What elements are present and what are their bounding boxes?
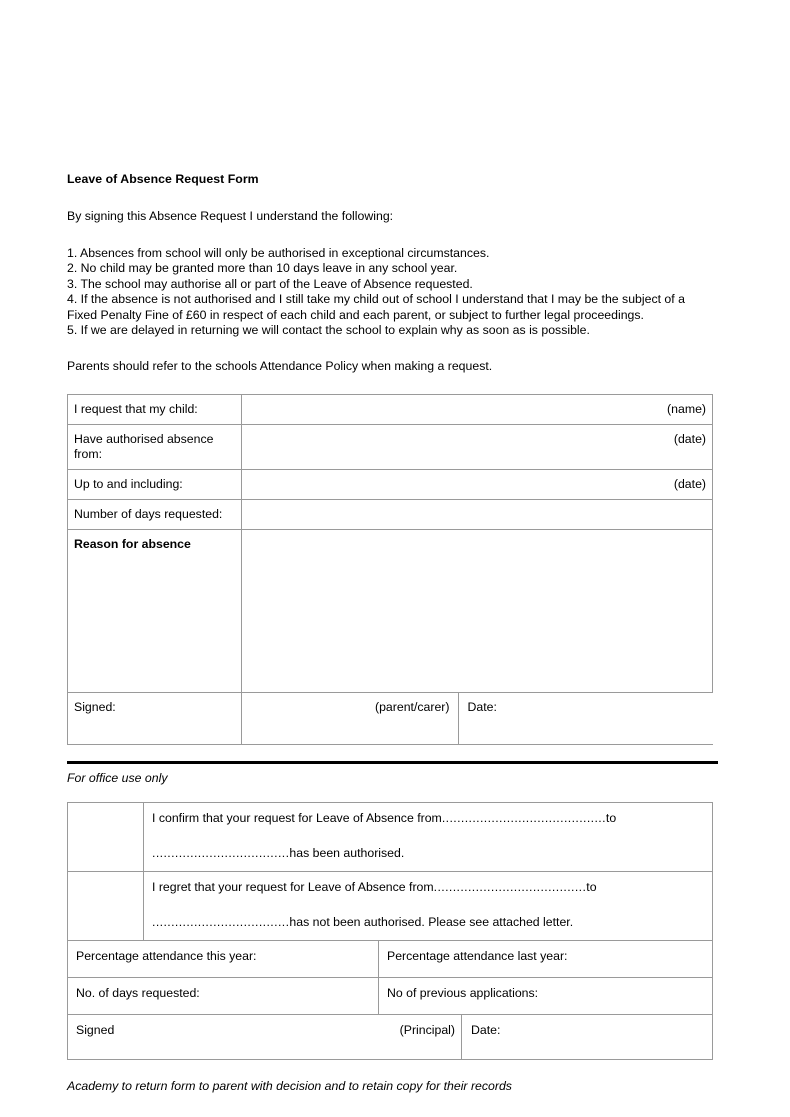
table-row [68, 978, 713, 1015]
principal-signed-label: Signed [76, 1023, 115, 1038]
principal-signed-cell[interactable] [68, 1015, 462, 1060]
term-item-3: 3. The school may authorise all or part of the Leave of Absence requested. [67, 276, 473, 291]
row-label-absence-from: Have authorised absence from: [68, 424, 242, 469]
principal-hint: (Principal) [399, 1023, 455, 1038]
table-row [68, 394, 713, 424]
row-label-reason-for-absence: Reason for absence [68, 529, 242, 692]
table-row [68, 529, 713, 692]
term-item-5: 5. If we are delayed in returning we will contact the school to explain why as soon as is possible. [67, 322, 590, 337]
office-stats-table [67, 940, 713, 1015]
confirm-prefix: I confirm that your request for Leave of Absence from [152, 811, 442, 826]
terms-list [67, 246, 718, 339]
regret-tickbox[interactable] [68, 872, 144, 941]
document-content [67, 172, 718, 1095]
table-row [68, 692, 713, 744]
term-item-2: 2. No child may be granted more than 10 days leave in any school year. [67, 261, 458, 276]
intro-paragraph: By signing this Absence Request I understand the following: [67, 209, 394, 224]
table-row [68, 424, 713, 469]
table-row [68, 803, 713, 872]
table-row [68, 499, 713, 529]
row-label-child: I request that my child: [68, 394, 242, 424]
previous-applications-label[interactable]: No of previous applications: [379, 978, 713, 1015]
table-row [68, 872, 713, 941]
regret-not-authorised-text: has not been authorised. Please see attached letter. [289, 915, 574, 930]
signed-parent-cell[interactable] [68, 692, 242, 744]
office-table [67, 802, 713, 941]
confirm-dots-1: ........................................... [441, 811, 606, 826]
regret-line-1 [152, 880, 706, 895]
table-row [68, 469, 713, 499]
table-row [68, 941, 713, 978]
principal-date-cell[interactable]: Date: [462, 1015, 713, 1060]
confirm-suffix-to: to [605, 811, 617, 826]
row-input-up-to-date[interactable]: (date) [242, 469, 713, 499]
signed-parent-hint: (parent/carer) [242, 693, 458, 744]
signed-date-label[interactable]: Date: [458, 693, 713, 744]
footer-note: Academy to return form to parent with decision and to retain copy for their records [67, 1079, 512, 1094]
term-item-4: 4. If the absence is not authorised and I still take my child out of school I understand that I may be the subject of a Fixed Penalty Fine of £60 in respect of each child and each parent, or subject to further legal proceedings. [67, 292, 685, 322]
confirm-tickbox[interactable] [68, 803, 144, 872]
office-use-heading: For office use only [67, 770, 168, 785]
row-input-reason-for-absence[interactable] [242, 529, 713, 692]
regret-decision-cell [144, 872, 713, 941]
attendance-this-year-label[interactable]: Percentage attendance this year: [68, 941, 379, 978]
confirm-line-1 [152, 811, 706, 826]
confirm-dots-2: .................................... [152, 846, 290, 861]
section-divider [67, 761, 718, 764]
regret-dots-1: ........................................ [433, 880, 587, 895]
signed-parent-inner [74, 700, 235, 715]
confirm-line-2 [152, 846, 706, 861]
row-label-number-of-days: Number of days requested: [68, 499, 242, 529]
policy-note: Parents should refer to the schools Attendance Policy when making a request. [67, 359, 493, 374]
regret-suffix-to: to [586, 880, 597, 895]
signed-parent-hint-and-date [242, 692, 713, 744]
signed-label: Signed: [74, 699, 116, 714]
attendance-last-year-label[interactable]: Percentage attendance last year: [379, 941, 713, 978]
confirm-authorised-text: has been authorised. [289, 846, 405, 861]
days-requested-label[interactable]: No. of days requested: [68, 978, 379, 1015]
row-input-absence-from-date[interactable]: (date) [242, 424, 713, 469]
term-item-1: 1. Absences from school will only be authorised in exceptional circumstances. [67, 245, 490, 260]
request-table [67, 394, 713, 745]
office-signature-table [67, 1014, 713, 1060]
row-input-number-of-days[interactable] [242, 499, 713, 529]
page-title: Leave of Absence Request Form [67, 172, 259, 186]
table-row [68, 1015, 713, 1060]
row-input-child-name[interactable]: (name) [242, 394, 713, 424]
principal-signed-inner [76, 1023, 455, 1038]
row-label-up-to-including: Up to and including: [68, 469, 242, 499]
regret-dots-2: .................................... [152, 915, 290, 930]
regret-prefix: I regret that your request for Leave of Absence from [152, 880, 434, 895]
regret-line-2 [152, 915, 706, 930]
confirm-decision-cell [144, 803, 713, 872]
